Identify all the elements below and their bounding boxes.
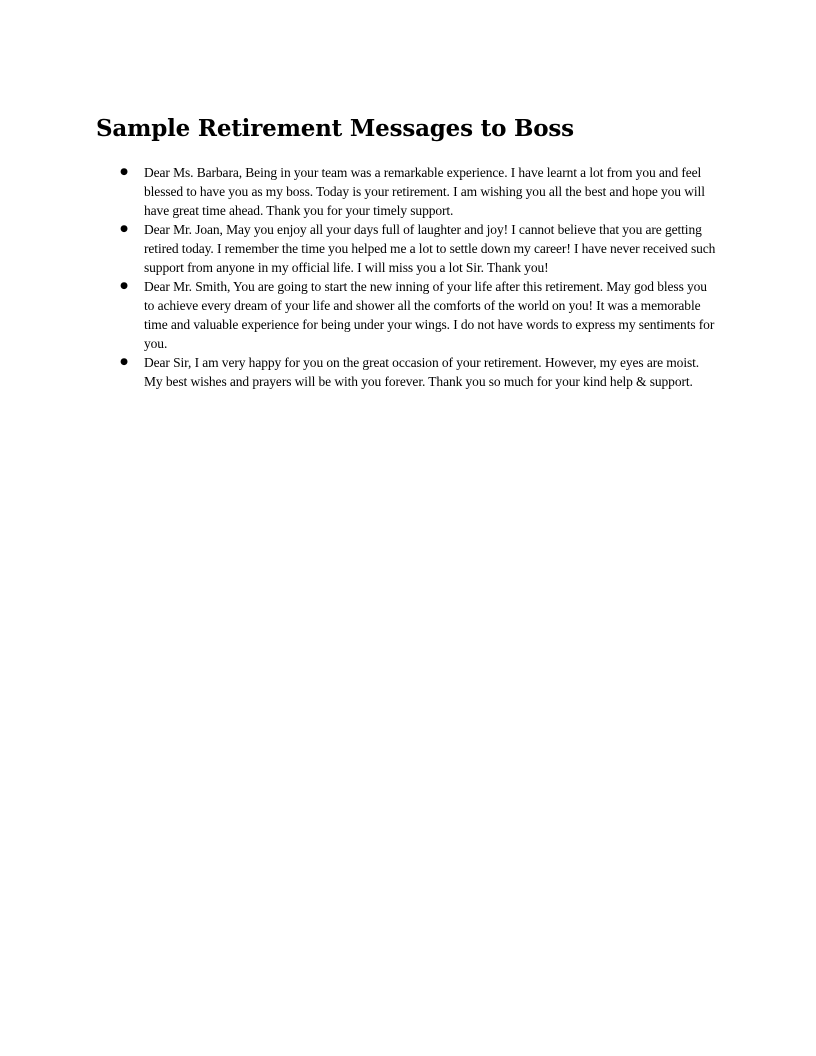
bullet-icon: ● xyxy=(120,167,128,177)
bullet-icon: ● xyxy=(120,281,128,291)
bullet-icon: ● xyxy=(120,357,128,367)
message-text: Dear Mr. Smith, You are going to start the new inning of your life after this retirement. May god bless you to achieve every dream of your life and shower all the comforts of the world on you! It was a memorable time and valuable experience for being under your wings. I do not have words to express my sentiments for you. xyxy=(144,279,715,351)
bullet-icon: ● xyxy=(120,224,128,234)
message-item xyxy=(120,353,720,391)
document-title: Sample Retirement Messages to Boss xyxy=(96,115,574,142)
message-item xyxy=(120,277,720,353)
message-list xyxy=(120,163,720,391)
message-item xyxy=(120,220,720,277)
message-text: Dear Mr. Joan, May you enjoy all your days full of laughter and joy! I cannot believe that you are getting retired today. I remember the time you helped me a lot to settle down my career! I have never received such support from anyone in my official life. I will miss you a lot Sir. Thank you! xyxy=(144,222,716,275)
message-text: Dear Sir, I am very happy for you on the great occasion of your retirement. However, my eyes are moist. My best wishes and prayers will be with you forever. Thank you so much for your kind help & support. xyxy=(144,355,700,389)
message-item xyxy=(120,163,720,220)
message-text: Dear Ms. Barbara, Being in your team was a remarkable experience. I have learnt a lot from you and feel blessed to have you as my boss. Today is your retirement. I am wishing you all the best and hope you will have great time ahead. Thank you for your timely support. xyxy=(144,165,705,218)
